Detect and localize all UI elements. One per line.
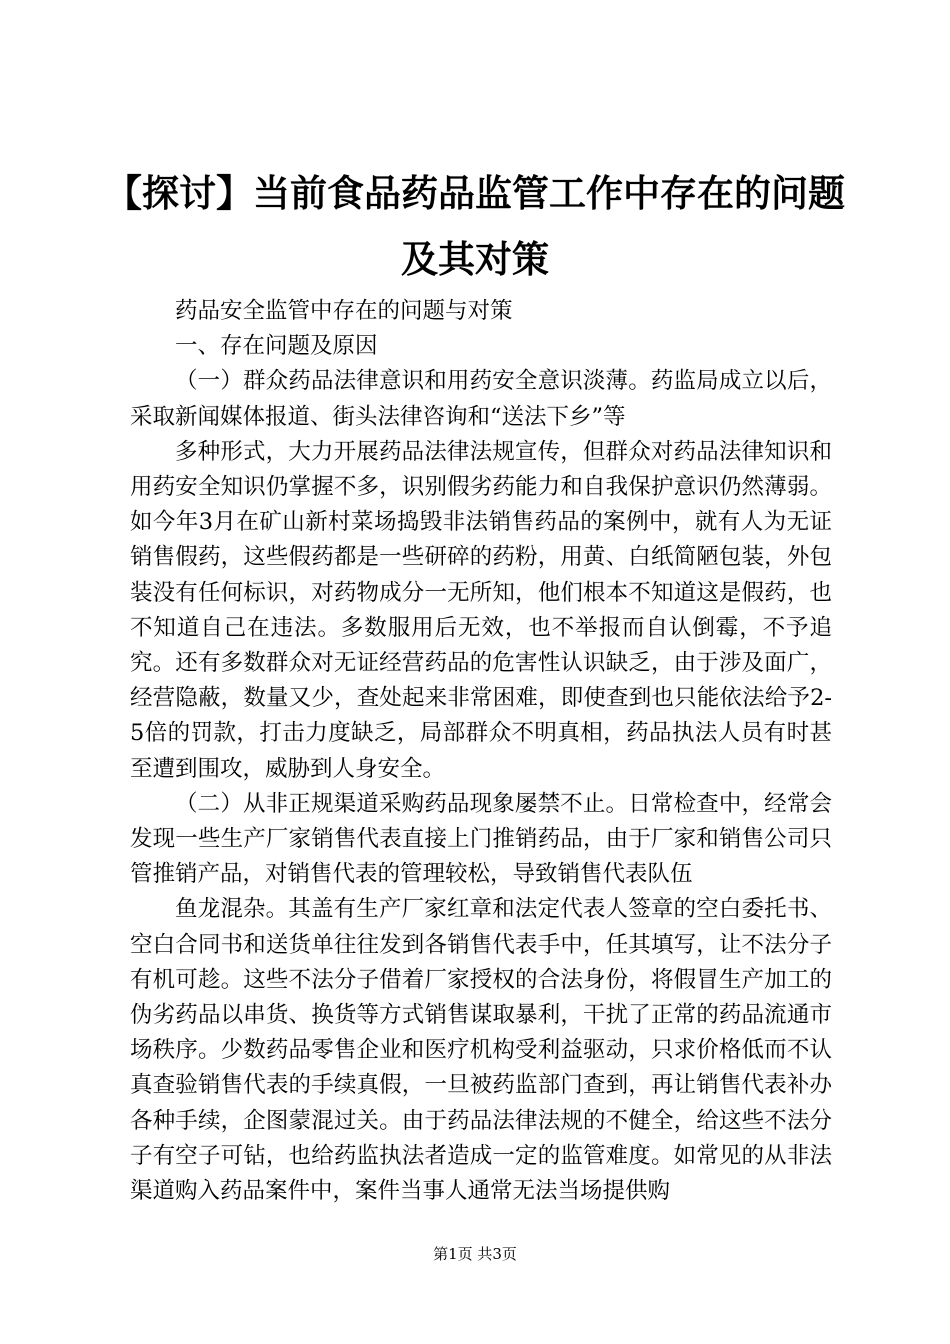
title-line-1: 【探讨】当前食品药品监管工作中存在的问题 bbox=[105, 171, 845, 215]
document-body bbox=[130, 294, 832, 1209]
subtitle-paragraph: 药品安全监管中存在的问题与对策 bbox=[175, 298, 513, 324]
document-title bbox=[100, 160, 850, 292]
section-heading: 一、存在问题及原因 bbox=[175, 333, 378, 360]
body-paragraph: 鱼龙混杂。其盖有生产厂家红章和法定代表人签章的空白委托书、空白合同书和送货单往往发到各销售代表手中，任其填写，让不法分子有机可趁。这些不法分子借着厂家授权的合法身份，将假冒生产加工的伪劣药品以串货、换货等方式销售谋取暴利，干扰了正常的药品流通市场秩序。少数药品零售企业和医疗机构受利益驱动，只求价格低而不认真查验销售代表的手续真假，一旦被药监部门查到，再让销售代表补办各种手续，企图蒙混过关。由于药品法律法规的不健全，给这些不法分子有空子可钻，也给药监执法者造成一定的监管难度。如常见的从非法渠道购入药品案件中，案件当事人通常无法当场提供购 bbox=[130, 896, 832, 1205]
body-paragraph: 多种形式，大力开展药品法律法规宣传，但群众对药品法律知识和用药安全知识仍掌握不多，识别假劣药能力和自我保护意识仍然薄弱。如今年3月在矿山新村菜场捣毁非法销售药品的案例中，就有人为无证销售假药，这些假药都是一些研碎的药粉，用黄、白纸简陋包装，外包装没有任何标识，对药物成分一无所知，他们根本不知道这是假药，也不知道自己在违法。多数服用后无效，也不举报而自认倒霉，不予追究。还有多数群众对无证经营药品的危害性认识缺乏，由于涉及面广，经营隐蔽，数量又少，查处起来非常困难，即使查到也只能依法给予2-5倍的罚款，打击力度缺乏，局部群众不明真相，药品执法人员有时甚至遭到围攻，威胁到人身安全。 bbox=[130, 438, 832, 782]
body-paragraph: （一）群众药品法律意识和用药安全意识淡薄。药监局成立以后，采取新闻媒体报道、街头法律咨询和“送法下乡”等 bbox=[130, 368, 832, 430]
page-number: 第1页 共3页 bbox=[433, 1245, 517, 1263]
body-paragraph: （二）从非正规渠道采购药品现象屡禁不止。日常检查中，经常会发现一些生产厂家销售代表直接上门推销药品，由于厂家和销售公司只管推销产品，对销售代表的管理较松，导致销售代表队伍 bbox=[130, 790, 832, 888]
page-footer bbox=[0, 1242, 950, 1266]
title-line-2: 及其对策 bbox=[401, 237, 549, 281]
